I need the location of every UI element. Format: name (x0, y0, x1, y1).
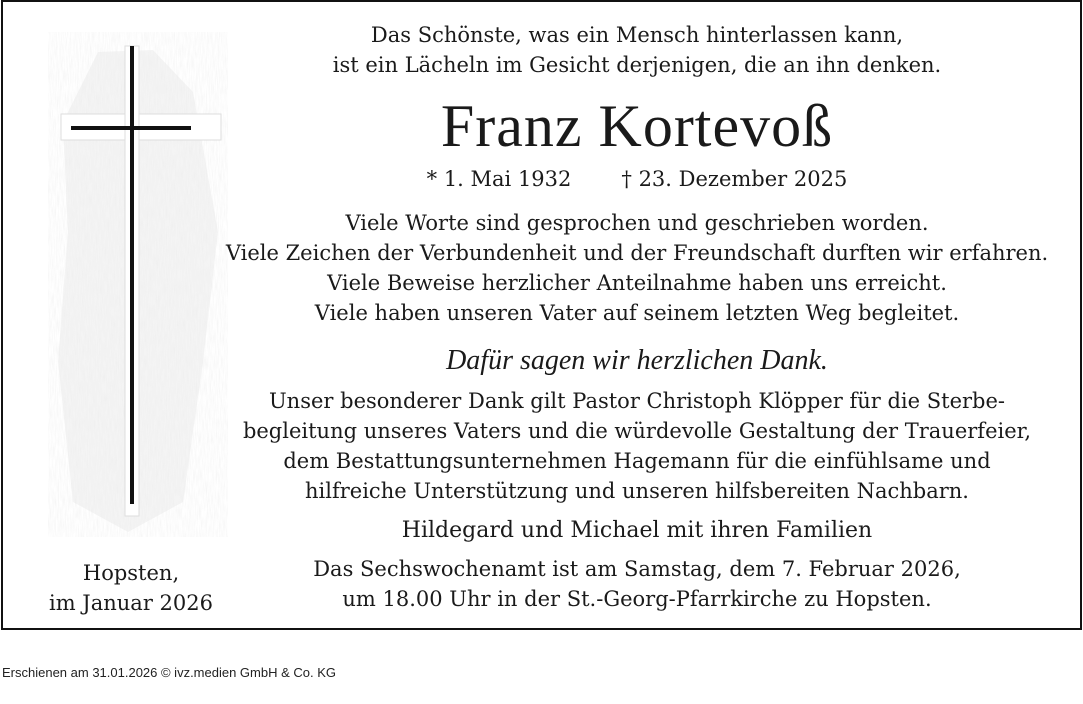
text-line: Viele Beweise herzlicher Anteilnahme haben uns erreicht. (327, 271, 947, 295)
deceased-name: Franz Kortevoß (440, 93, 834, 159)
service-notice (213, 554, 1061, 614)
birth-date: * 1. Mai 1932 (426, 167, 572, 191)
obituary-card (1, 0, 1082, 630)
text-line: Das Sechswochenamt ist am Samstag, dem 7. Februar 2026, (313, 557, 961, 581)
quote-line: ist ein Lächeln im Gesicht derjenigen, die an ihn denken. (332, 53, 942, 77)
text-line: hilfreiche Unterstützung und unseren hilfsbereiten Nachbarn. (305, 479, 969, 503)
text-line: Unser besonderer Dank gilt Pastor Christoph Klöpper für die Sterbe- (268, 389, 1005, 413)
quote-line: Das Schönste, was ein Mensch hinterlassen kann, (370, 23, 904, 47)
special-thanks (213, 386, 1061, 506)
condolence-text (213, 208, 1061, 328)
family-signature: Hildegard und Michael mit ihren Familien (401, 518, 873, 543)
cross-icon (43, 32, 233, 537)
text-line: dem Bestattungsunternehmen Hagemann für die einfühlsame und (283, 449, 991, 473)
text-line: um 18.00 Uhr in der St.-Georg-Pfarrkirche zu Hopsten. (342, 587, 932, 611)
text-line: Viele haben unseren Vater auf seinem letzten Weg begleitet. (314, 301, 960, 325)
thanks-heading: Dafür sagen wir herzlichen Dank. (446, 345, 828, 376)
life-dates (213, 162, 1061, 196)
date-line: im Januar 2026 (49, 591, 213, 615)
text-line: begleitung unseres Vaters und die würdevolle Gestaltung der Trauerfeier, (242, 419, 1032, 443)
quote (213, 20, 1061, 80)
text-line: Viele Zeichen der Verbundenheit und der Freundschaft durften wir erfahren. (225, 241, 1049, 265)
place-line: Hopsten, (82, 561, 180, 585)
place-date (33, 558, 229, 618)
publication-footer: Erschienen am 31.01.2026 © ivz.medien GmbH & Co. KG (2, 665, 337, 680)
text-line: Viele Worte sind gesprochen und geschrieben worden. (345, 211, 929, 235)
death-date: † 23. Dezember 2025 (621, 167, 848, 191)
